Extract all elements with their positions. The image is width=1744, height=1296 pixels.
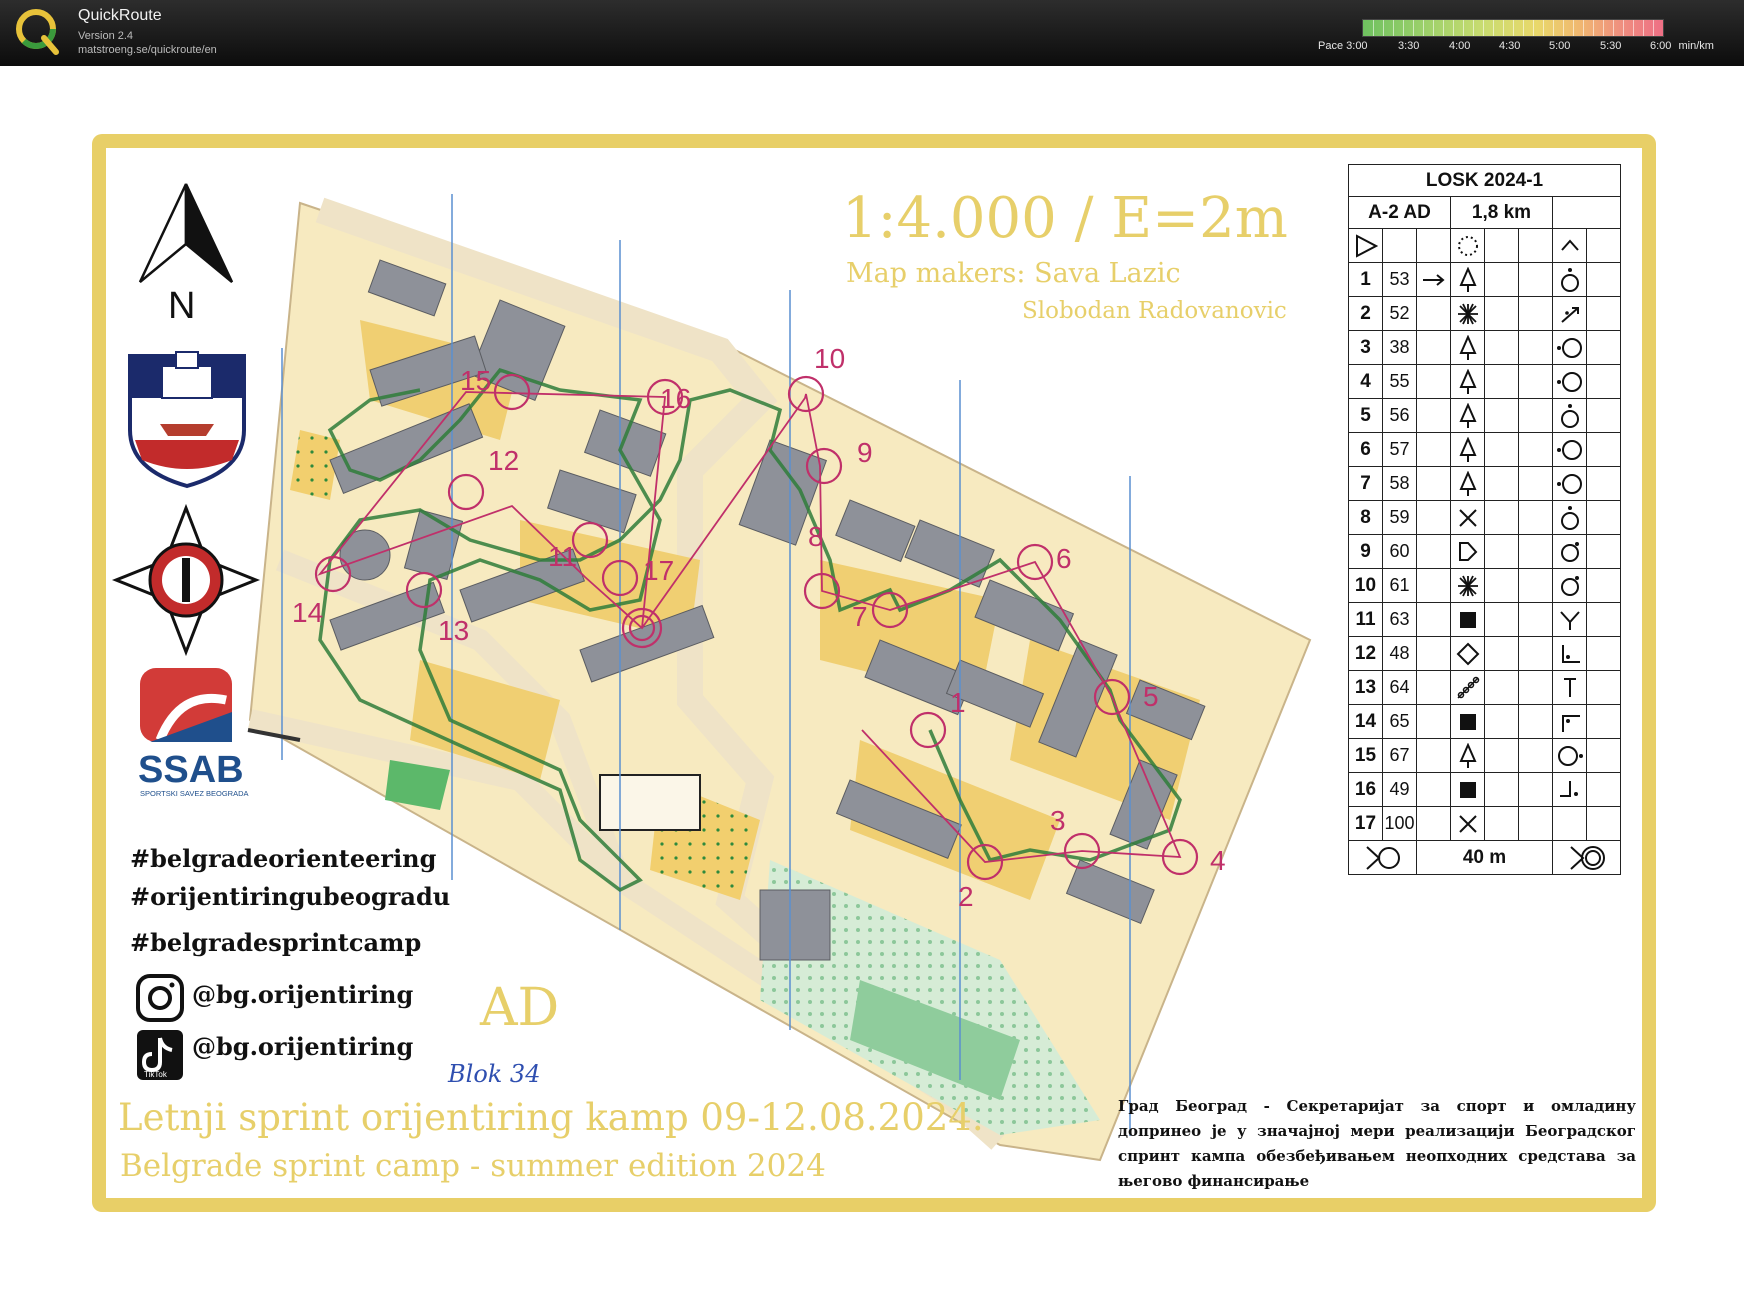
control-description-row	[1349, 399, 1621, 433]
empty-cell	[1485, 263, 1519, 297]
control-sequence: 11	[1349, 603, 1383, 637]
control-sequence: 9	[1349, 535, 1383, 569]
control-sequence: 13	[1349, 671, 1383, 705]
empty-cell	[1587, 501, 1621, 535]
x-icon	[1451, 807, 1485, 841]
control-sequence: 17	[1349, 807, 1383, 841]
control-sequence: 5	[1349, 399, 1383, 433]
empty-cell	[1485, 773, 1519, 807]
tree-icon	[1451, 433, 1485, 467]
control-description-row	[1349, 739, 1621, 773]
control-description-row	[1349, 603, 1621, 637]
control-code: 38	[1383, 331, 1417, 365]
west-side-icon	[1553, 433, 1587, 467]
class-label: AD	[480, 978, 560, 1038]
empty-cell	[1485, 501, 1519, 535]
empty-cell	[1519, 399, 1553, 433]
control-number: 15	[460, 365, 492, 396]
pace-tick: 5:00	[1549, 40, 1571, 52]
control-code: 56	[1383, 399, 1417, 433]
empty-cell	[1417, 331, 1451, 365]
x-icon	[1451, 501, 1485, 535]
east-side-icon	[1553, 739, 1587, 773]
empty-cell	[1417, 467, 1451, 501]
empty-cell	[1519, 433, 1553, 467]
empty-cell	[1485, 365, 1519, 399]
empty-cell	[1519, 637, 1553, 671]
top-icon	[1553, 399, 1587, 433]
control-sequence: 14	[1349, 705, 1383, 739]
control-description-row	[1349, 365, 1621, 399]
hashtag: #orijentiringubeogradu	[130, 882, 451, 911]
tree-icon	[1451, 399, 1485, 433]
empty-cell	[1519, 467, 1553, 501]
west-side-icon	[1553, 467, 1587, 501]
empty-cell	[1519, 671, 1553, 705]
control-description-table	[1348, 164, 1621, 875]
control-code: 61	[1383, 569, 1417, 603]
control-description-row	[1349, 705, 1621, 739]
control-sequence: 16	[1349, 773, 1383, 807]
empty-cell	[1519, 603, 1553, 637]
control-number: 2	[958, 881, 974, 912]
empty-cell	[1485, 603, 1519, 637]
control-number: 1	[950, 687, 966, 718]
empty-cell	[1417, 603, 1451, 637]
control-description-row	[1349, 433, 1621, 467]
control-sequence: 1	[1349, 263, 1383, 297]
ssab-label: SSAB	[138, 749, 244, 791]
empty-cell	[1587, 467, 1621, 501]
map-maker-2: Slobodan Radovanovic	[1022, 298, 1287, 324]
empty-cell	[1417, 535, 1451, 569]
empty-cell	[1485, 671, 1519, 705]
control-description-row	[1349, 535, 1621, 569]
top-icon	[1553, 501, 1587, 535]
square-icon	[1451, 603, 1485, 637]
tree-icon	[1451, 331, 1485, 365]
control-number: 13	[438, 615, 470, 646]
empty-cell	[1519, 739, 1553, 773]
control-description-row	[1349, 773, 1621, 807]
ne-side-icon	[1553, 535, 1587, 569]
control-description-row	[1349, 501, 1621, 535]
empty-cell	[1417, 433, 1451, 467]
empty-cell	[1417, 807, 1451, 841]
app-url: matstroeng.se/quickroute/en	[78, 44, 217, 56]
empty-cell	[1587, 569, 1621, 603]
empty-cell	[1519, 773, 1553, 807]
empty-cell	[1485, 399, 1519, 433]
empty-cell	[1485, 569, 1519, 603]
pace-tick: 5:30	[1600, 40, 1622, 52]
pace-tick: 3:30	[1398, 40, 1420, 52]
empty-cell	[1553, 807, 1587, 841]
control-code: 67	[1383, 739, 1417, 773]
top-icon	[1553, 263, 1587, 297]
finish-icon	[1553, 841, 1621, 875]
empty-cell	[1417, 637, 1451, 671]
control-description-row	[1349, 331, 1621, 365]
thicket-icon	[1451, 569, 1485, 603]
empty-cell	[1519, 297, 1553, 331]
square-icon	[1451, 773, 1485, 807]
control-code: 57	[1383, 433, 1417, 467]
pace-label: Pace 3:00	[1318, 40, 1368, 52]
empty-cell	[1587, 671, 1621, 705]
empty-cell	[1587, 365, 1621, 399]
control-sequence: 2	[1349, 297, 1383, 331]
tree-icon	[1451, 739, 1485, 773]
pace-tick: 6:00 min/km	[1650, 40, 1714, 52]
empty-cell	[1417, 569, 1451, 603]
empty-cell	[1587, 263, 1621, 297]
handwritten-note: Blok 34	[448, 1060, 541, 1088]
control-number: 7	[852, 601, 868, 632]
control-sequence: 4	[1349, 365, 1383, 399]
west-side-icon	[1553, 365, 1587, 399]
shelter-icon	[1451, 535, 1485, 569]
finish-start-icon	[1349, 841, 1417, 875]
control-description-row	[1349, 569, 1621, 603]
corner-icon	[1553, 297, 1587, 331]
end-icon	[1553, 671, 1587, 705]
sponsor-acknowledgement: Град Београд - Секретаријат за спорт и омладину допринео је у значајној мери реализацији Београдског спринт кампа обезбеђивањем неопходних средстава за његово финансирање	[1118, 1097, 1636, 1190]
control-number: 14	[292, 597, 324, 628]
empty-cell	[1587, 739, 1621, 773]
app-title: QuickRoute	[78, 7, 162, 24]
tiktok-icon	[137, 1030, 183, 1080]
ssab-logo-icon	[138, 668, 249, 798]
north-arrow-icon	[140, 184, 232, 327]
empty-cell	[1417, 705, 1451, 739]
course-name: A-2 AD	[1349, 197, 1451, 229]
which-feature-arrow-icon	[1417, 263, 1451, 297]
empty-cell	[1417, 297, 1451, 331]
control-code: 53	[1383, 263, 1417, 297]
control-code: 48	[1383, 637, 1417, 671]
tiktok-handle: @bg.orijentiring	[192, 1032, 414, 1061]
control-code: 58	[1383, 467, 1417, 501]
empty-cell	[1485, 297, 1519, 331]
control-code: 63	[1383, 603, 1417, 637]
open-land-icon	[1451, 229, 1485, 263]
empty-cell	[1417, 501, 1451, 535]
control-number: 16	[660, 383, 692, 414]
empty-cell	[1485, 535, 1519, 569]
empty-cell	[1587, 399, 1621, 433]
control-code: 100	[1383, 807, 1417, 841]
empty-cell	[1485, 807, 1519, 841]
empty-cell	[1519, 365, 1553, 399]
control-description-row	[1349, 671, 1621, 705]
empty-cell	[1587, 807, 1621, 841]
control-number: 12	[488, 445, 520, 476]
empty-cell	[1587, 773, 1621, 807]
control-sequence: 15	[1349, 739, 1383, 773]
control-description-row	[1349, 807, 1621, 841]
hashtag: #belgradesprintcamp	[130, 928, 422, 957]
hashtag: #belgradeorienteering	[130, 844, 437, 873]
camp-title-serbian: Letnji sprint orijentiring kamp 09-12.08.2024.	[118, 1096, 984, 1139]
empty-cell	[1417, 365, 1451, 399]
empty-cell	[1417, 671, 1451, 705]
empty-cell	[1485, 467, 1519, 501]
empty-cell	[1485, 739, 1519, 773]
west-side-icon	[1553, 331, 1587, 365]
belgrade-crest-icon	[130, 352, 244, 486]
hedge-icon	[1451, 671, 1485, 705]
empty-cell	[1587, 535, 1621, 569]
empty-cell	[1519, 263, 1553, 297]
empty-cell	[1587, 637, 1621, 671]
course-length: 1,8 km	[1451, 197, 1553, 229]
map-makers: Map makers: Sava Lazic	[846, 258, 1181, 289]
tree-icon	[1451, 467, 1485, 501]
bend-icon	[1553, 603, 1587, 637]
orienteering-association-emblem-icon	[116, 508, 256, 652]
control-sequence: 7	[1349, 467, 1383, 501]
tree-icon	[1451, 365, 1485, 399]
north-label: N	[168, 285, 196, 327]
tiktok-label: TikTok	[144, 1070, 167, 1079]
empty-cell	[1485, 637, 1519, 671]
control-number: 4	[1210, 845, 1226, 876]
map-scale: 1:4.000 / E=2m	[842, 186, 1288, 251]
empty-cell	[1519, 807, 1553, 841]
empty-cell	[1519, 705, 1553, 739]
control-sequence: 8	[1349, 501, 1383, 535]
ne-side-icon	[1553, 569, 1587, 603]
map-view[interactable]	[0, 66, 1744, 1296]
control-number: 8	[808, 521, 824, 552]
control-sequence: 10	[1349, 569, 1383, 603]
empty-cell	[1587, 603, 1621, 637]
empty-cell	[1519, 535, 1553, 569]
empty-cell	[1587, 433, 1621, 467]
control-description-row	[1349, 637, 1621, 671]
diamond-icon	[1451, 637, 1485, 671]
empty-cell	[1587, 297, 1621, 331]
empty-cell	[1519, 501, 1553, 535]
control-code: 52	[1383, 297, 1417, 331]
control-description-row	[1349, 297, 1621, 331]
instagram-handle: @bg.orijentiring	[192, 980, 414, 1009]
empty-cell	[1417, 773, 1451, 807]
control-code: 55	[1383, 365, 1417, 399]
control-number: 9	[857, 437, 873, 468]
empty-cell	[1587, 705, 1621, 739]
empty-cell	[1519, 331, 1553, 365]
control-code: 49	[1383, 773, 1417, 807]
empty-cell	[1417, 739, 1451, 773]
app-title-bar	[0, 0, 1744, 66]
empty-cell	[1519, 569, 1553, 603]
app-version: Version 2.4	[78, 30, 134, 42]
empty-cell	[1417, 399, 1451, 433]
control-code: 65	[1383, 705, 1417, 739]
pace-tick: 4:00	[1449, 40, 1471, 52]
control-description-row	[1349, 263, 1621, 297]
control-description-row	[1349, 467, 1621, 501]
control-code: 64	[1383, 671, 1417, 705]
inner-corner-icon	[1553, 637, 1587, 671]
control-code: 59	[1383, 501, 1417, 535]
ssab-subtitle: SPORTSKI SAVEZ BEOGRADA	[140, 789, 249, 798]
control-sequence: 3	[1349, 331, 1383, 365]
pace-tick: 4:30	[1499, 40, 1521, 52]
crossing-point-icon	[1553, 229, 1587, 263]
tree-icon	[1451, 263, 1485, 297]
control-code: 60	[1383, 535, 1417, 569]
control-sequence: 12	[1349, 637, 1383, 671]
empty-cell	[1485, 433, 1519, 467]
control-number: 3	[1050, 805, 1066, 836]
empty-cell	[1587, 331, 1621, 365]
thicket-icon	[1451, 297, 1485, 331]
control-number: 6	[1056, 543, 1072, 574]
finish-distance: 40 m	[1417, 841, 1553, 875]
outer-corner-icon	[1553, 705, 1587, 739]
foot-corner-icon	[1553, 773, 1587, 807]
map-terrain	[248, 194, 1310, 1160]
start-triangle-icon	[1349, 229, 1383, 263]
empty-cell	[1485, 705, 1519, 739]
control-number: 5	[1143, 681, 1159, 712]
control-sequence: 6	[1349, 433, 1383, 467]
event-name: LOSK 2024-1	[1349, 165, 1621, 197]
control-number: 11	[548, 541, 578, 572]
control-number: 10	[814, 343, 846, 374]
control-number: 17	[643, 555, 675, 586]
camp-title-english: Belgrade sprint camp - summer edition 2024	[120, 1148, 826, 1184]
pace-color-legend	[1362, 19, 1664, 37]
empty-cell	[1485, 331, 1519, 365]
instagram-icon	[138, 976, 182, 1020]
square-icon	[1451, 705, 1485, 739]
quickroute-logo-icon	[14, 6, 64, 56]
